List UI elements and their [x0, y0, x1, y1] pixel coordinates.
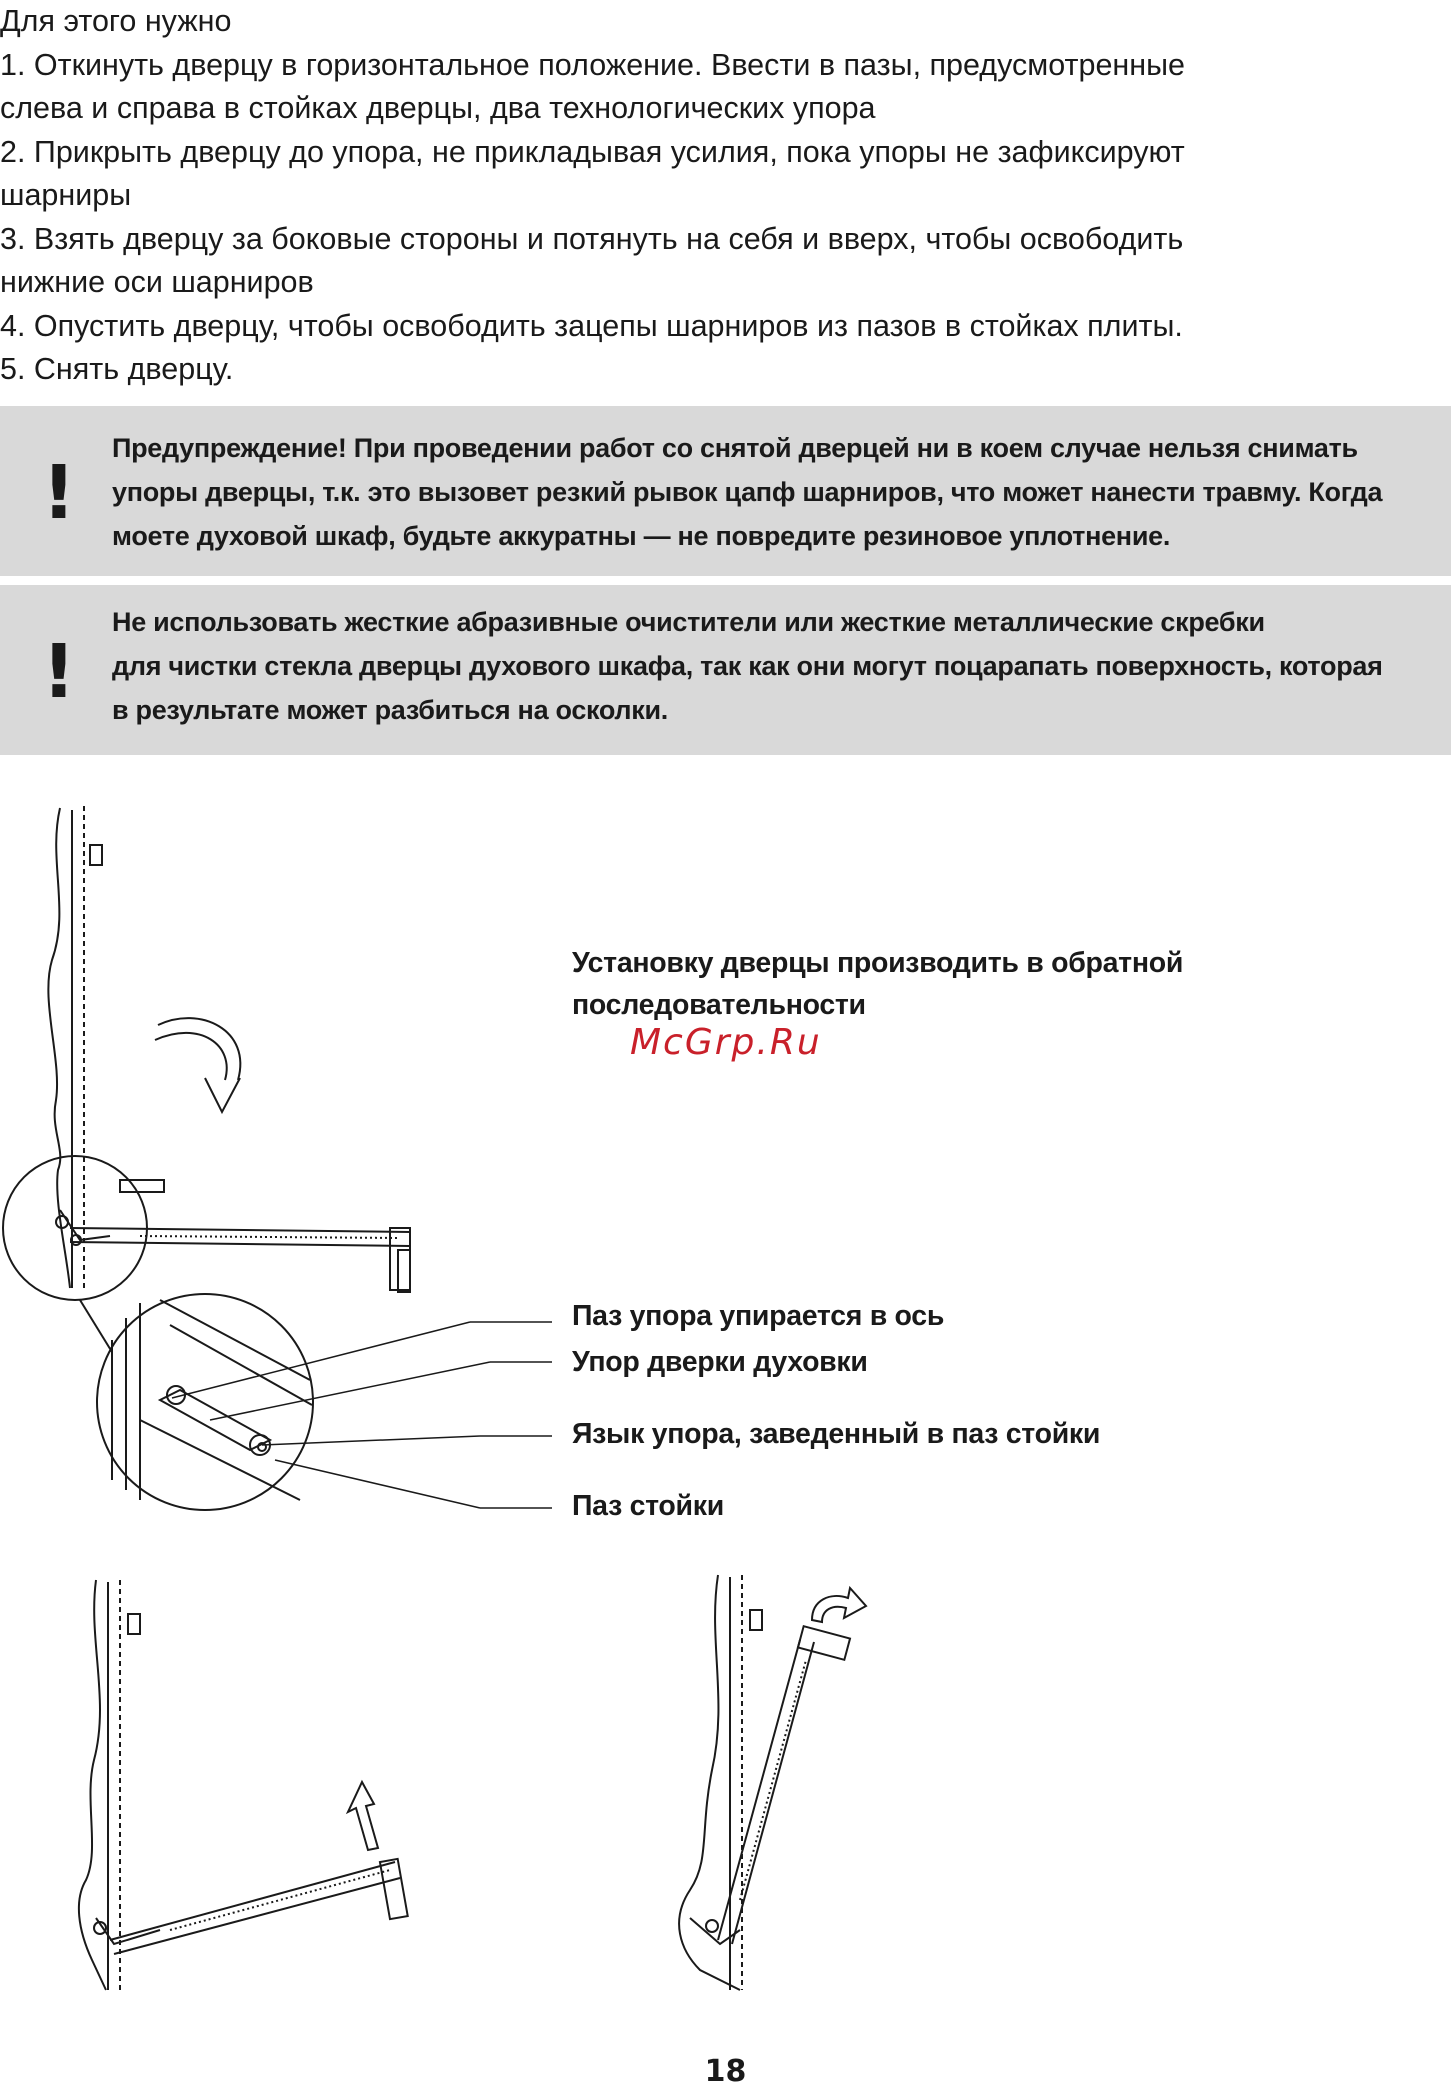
exclamation-icon: !	[42, 629, 76, 715]
callout-label: Паз стойки	[572, 1490, 724, 1522]
instruction-line: 4. Опустить дверцу, чтобы освободить зацепы шарниров из пазов в стойках плиты.	[0, 308, 1183, 343]
door-horizontal-top	[56, 1210, 410, 1292]
warning-line: для чистки стекла дверцы духового шкафа, так как они могут поцарапать поверхность, которая	[112, 651, 1383, 681]
exclamation-icon: !	[42, 450, 76, 536]
callout-label: Паз упора упирается в ось	[572, 1300, 945, 1332]
warning-line: упоры дверцы, т.к. это вызовет резкий рывок цапф шарниров, что может нанести травму. Когда	[112, 477, 1383, 507]
pull-arrow-icon	[812, 1588, 866, 1622]
rotate-arrow-icon	[155, 1018, 240, 1112]
door-tilted-bottom-left	[94, 1859, 408, 1954]
detail-circle-large	[97, 1294, 313, 1510]
instruction-line: 2. Прикрыть дверцу до упора, не прикладывая усилия, пока упоры не зафиксируют	[0, 134, 1185, 169]
instruction-line: нижние оси шарниров	[0, 265, 314, 299]
instruction-intro: Для этого нужно	[0, 4, 232, 38]
instruction-line: 5. Снять дверцу.	[0, 352, 234, 386]
lift-arrow-icon	[348, 1782, 378, 1850]
watermark: McGrp.Ru	[630, 1022, 822, 1063]
callout-label: Язык упора, заведенный в паз стойки	[572, 1418, 1101, 1450]
instruction-line: слева и справа в стойках дверцы, два технологических упора	[0, 91, 876, 125]
instruction-line: 1. Откинуть дверцу в горизонтальное положение. Ввести в пазы, предусмотренные	[0, 47, 1185, 82]
reinstall-note-line: Установку дверцы производить в обратной	[572, 947, 1184, 979]
detail-leader	[80, 1300, 112, 1352]
warning-line: в результате может разбиться на осколки.	[112, 695, 668, 725]
warning-line: моете духовой шкаф, будьте аккуратны — не повредите резиновое уплотнение.	[112, 521, 1171, 551]
reinstall-note-line: последовательности	[572, 989, 866, 1021]
door-raised-bottom-right	[690, 1626, 850, 1944]
warning-line: Не использовать жесткие абразивные очистители или жесткие металлические скребки	[112, 607, 1265, 637]
instruction-line: шарниры	[0, 178, 132, 212]
page-number: 18	[704, 2054, 747, 2089]
oven-side-profile-bottom-left	[79, 1580, 140, 1990]
callout-leaders	[172, 1322, 552, 1508]
instruction-line: 3. Взять дверцу за боковые стороны и потянуть на себя и вверх, чтобы освободить	[0, 221, 1184, 256]
callout-label: Упор дверки духовки	[572, 1346, 868, 1378]
warning-line: Предупреждение! При проведении работ со снятой дверцей ни в коем случае нельзя снимать	[112, 433, 1358, 463]
